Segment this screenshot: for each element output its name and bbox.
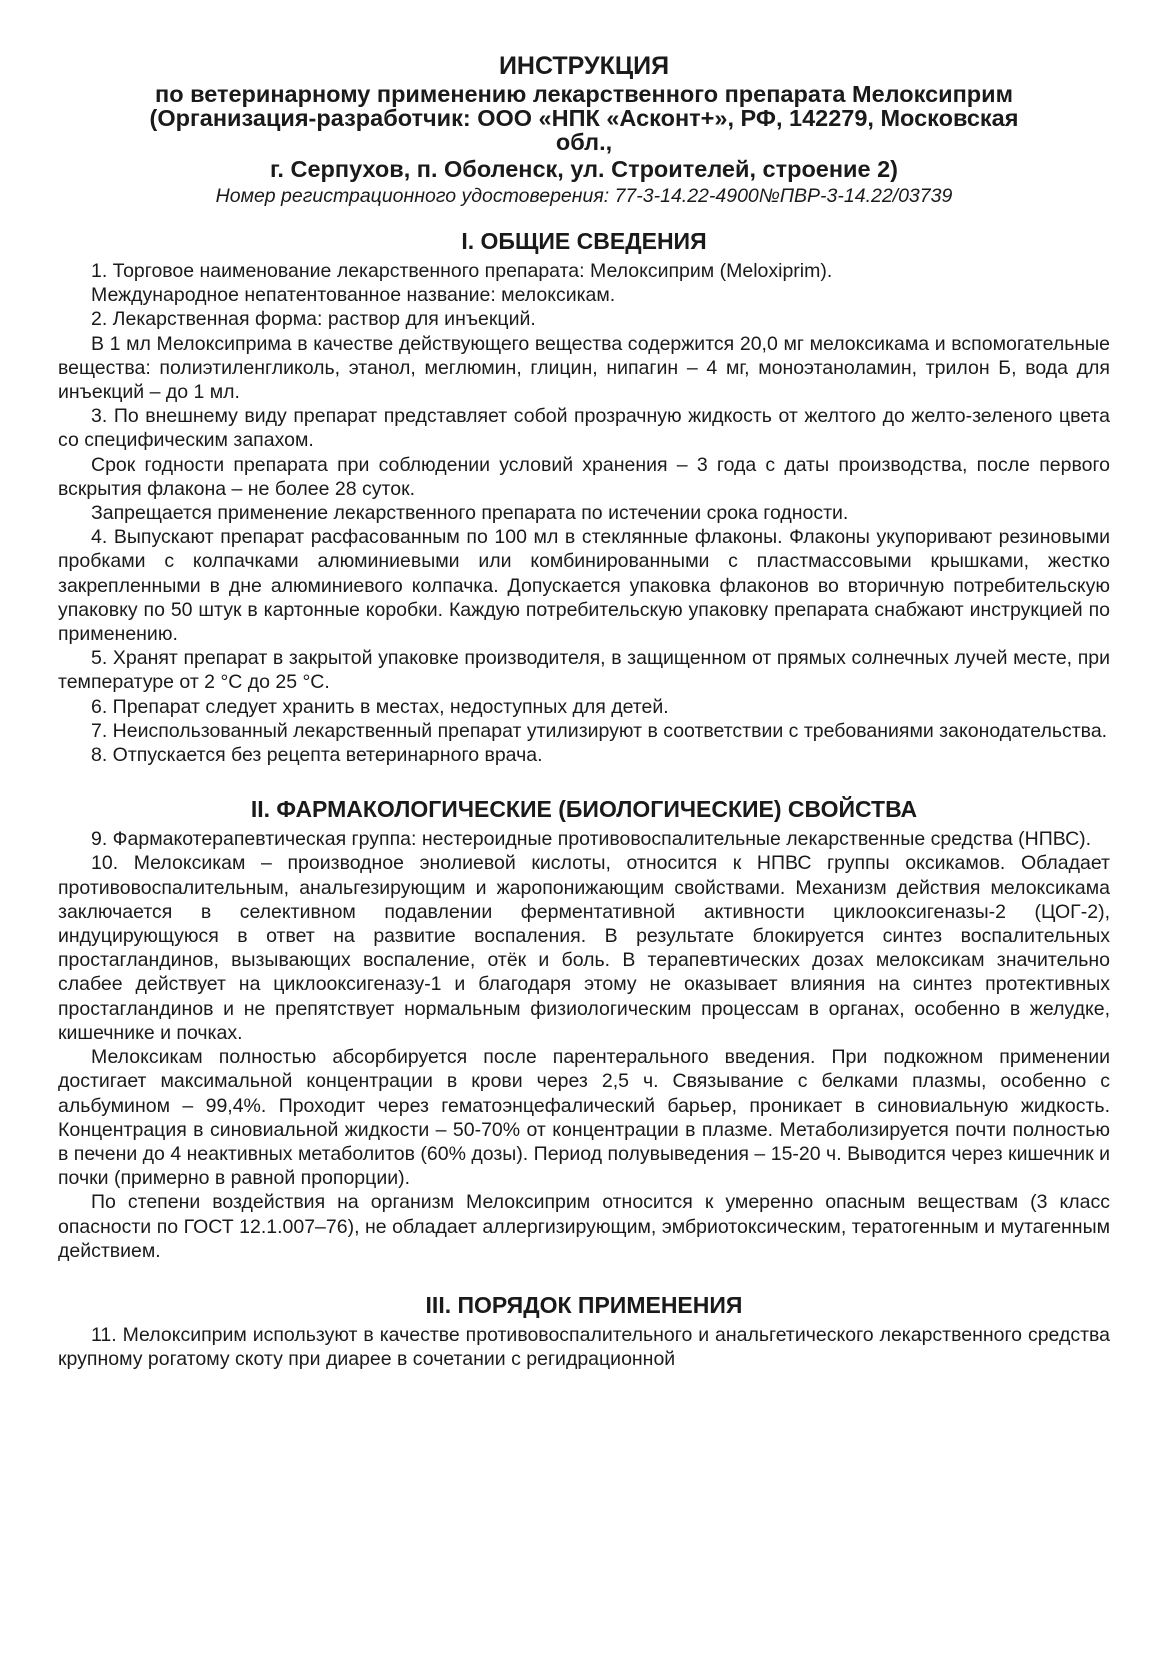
subtitle-line: по ветеринарному применению лекарственного препарата Мелоксиприм [155, 81, 1013, 107]
paragraph: 8. Отпускается без рецепта ветеринарного врача. [91, 744, 543, 767]
paragraph: 5. Хранят препарат в закрытой упаковке производителя, в защищенном от прямых солнечных лучей месте, при температуре от 2 °С до 25 °С. [58, 647, 1110, 694]
section-heading: II. ФАРМАКОЛОГИЧЕСКИЕ (БИОЛОГИЧЕСКИЕ) СВОЙСТВА [250, 796, 918, 823]
subtitle-line: г. Серпухов, п. Оболенск, ул. Строителей, строение 2) [269, 156, 899, 182]
paragraph: 4. Выпускают препарат расфасованным по 100 мл в стеклянные флаконы. Флаконы укупоривают резиновыми пробками с колпачками алюминиевыми или комбинированными с пластмассовыми крышками, жестко закрепленными в дне алюминиевого колпачка. Допускается упаковка флаконов во вторичную потребительскую упаковку по 50 штук в картонные коробки. Каждую потребительскую упаковку препарата снабжают инструкцией по применению. [58, 526, 1110, 646]
paragraph: Мелоксикам полностью абсорбируется после парентерального введения. При подкожном применении достигает максимальной концентрации в крови через 2,5 ч. Связывание с белками плазмы, особенно с альбумином – 99,4%. Проходит через гематоэнцефалический барьер, проникает в синовиальную жидкость. Концентрация в синовиальной жидкости – 50-70% от концентрации в плазме. Метаболизируется почти полностью в печени до 4 неактивных метаболитов (60% дозы). Период полувыведения – 15-20 ч. Выводится через кишечник и почки (примерно в равной пропорции). [58, 1046, 1110, 1190]
subtitle-line: обл., [555, 129, 613, 155]
section-body [58, 259, 1110, 767]
paragraph: В 1 мл Мелоксиприма в качестве действующего вещества содержится 20,0 мг мелоксикама и вспомогательные вещества: полиэтиленгликоль, этанол, меглюмин, глицин, нипагин – 4 мг, моноэтаноламин, трилон Б, вода для инъекций – до 1 мл. [58, 332, 1110, 404]
paragraph: 3. По внешнему виду препарат представляет собой прозрачную жидкость от желтого до желто-зеленого цвета со специфическим запахом. [58, 405, 1110, 452]
paragraph: Международное непатентованное название: мелоксикам. [91, 284, 616, 307]
document-page [58, 50, 1110, 1371]
paragraph: 9. Фармакотерапевтическая группа: нестероидные противовоспалительные лекарственные средства (НПВС). [91, 828, 1092, 851]
paragraph: Запрещается применение лекарственного препарата по истечении срока годности. [91, 502, 849, 525]
paragraph: 2. Лекарственная форма: раствор для инъекций. [91, 308, 536, 331]
paragraph: 7. Неиспользованный лекарственный препарат утилизируют в соответствии с требованиями законодательства. [91, 719, 1108, 742]
registration-number: Номер регистрационного удостоверения: 77-3-14.22-4900№ПВР-3-14.22/03739 [215, 185, 953, 207]
paragraph: 10. Мелоксикам – производное энолиевой кислоты, относится к НПВС группы оксикамов. Обладает противовоспалительным, анальгезирующим и жаропонижающим свойствами. Механизм действия мелоксикама заключается в селективном подавлении ферментативной активности циклооксигеназы-2 (ЦОГ-2), индуцирующуюся в ответ на развитие воспаления. В результате блокируется синтез воспалительных простагландинов, вызывающих воспаление, отёк и боль. В терапевтических дозах мелоксикам значительно слабее действует на циклооксигеназу-1 и благодаря этому не оказывает влияния на синтез протективных простагландинов и не препятствует нормальным физиологическим процессам в органах, особенно в желудке, кишечнике и почках. [58, 852, 1110, 1044]
paragraph: По степени воздействия на организм Мелоксиприм относится к умеренно опасным веществам (3 класс опасности по ГОСТ 12.1.007–76), не обладает аллергизирующим, эмбриотоксическим, тератогенным и мутагенным действием. [58, 1191, 1110, 1262]
subtitle-line: (Организация-разработчик: ООО «НПК «Асконт+», РФ, 142279, Московская [149, 105, 1019, 131]
section-body [58, 1323, 1110, 1371]
section-heading: I. ОБЩИЕ СВЕДЕНИЯ [461, 228, 707, 254]
section-heading: III. ПОРЯДОК ПРИМЕНЕНИЯ [425, 1291, 743, 1318]
paragraph: 11. Мелоксиприм используют в качестве противовоспалительного и анальгетического лекарственного средства крупному рогатому скоту при диарее в сочетании с регидрационной [58, 1323, 1110, 1371]
paragraph: 6. Препарат следует хранить в местах, недоступных для детей. [91, 695, 669, 718]
paragraph: 1. Торговое наименование лекарственного препарата: Мелоксиприм (Meloxiprim). [91, 260, 833, 282]
document-title: ИНСТРУКЦИЯ [498, 52, 670, 80]
section-body [58, 827, 1110, 1263]
paragraph: Срок годности препарата при соблюдении условий хранения – 3 года с даты производства, после первого вскрытия флакона – не более 28 суток. [58, 453, 1110, 500]
